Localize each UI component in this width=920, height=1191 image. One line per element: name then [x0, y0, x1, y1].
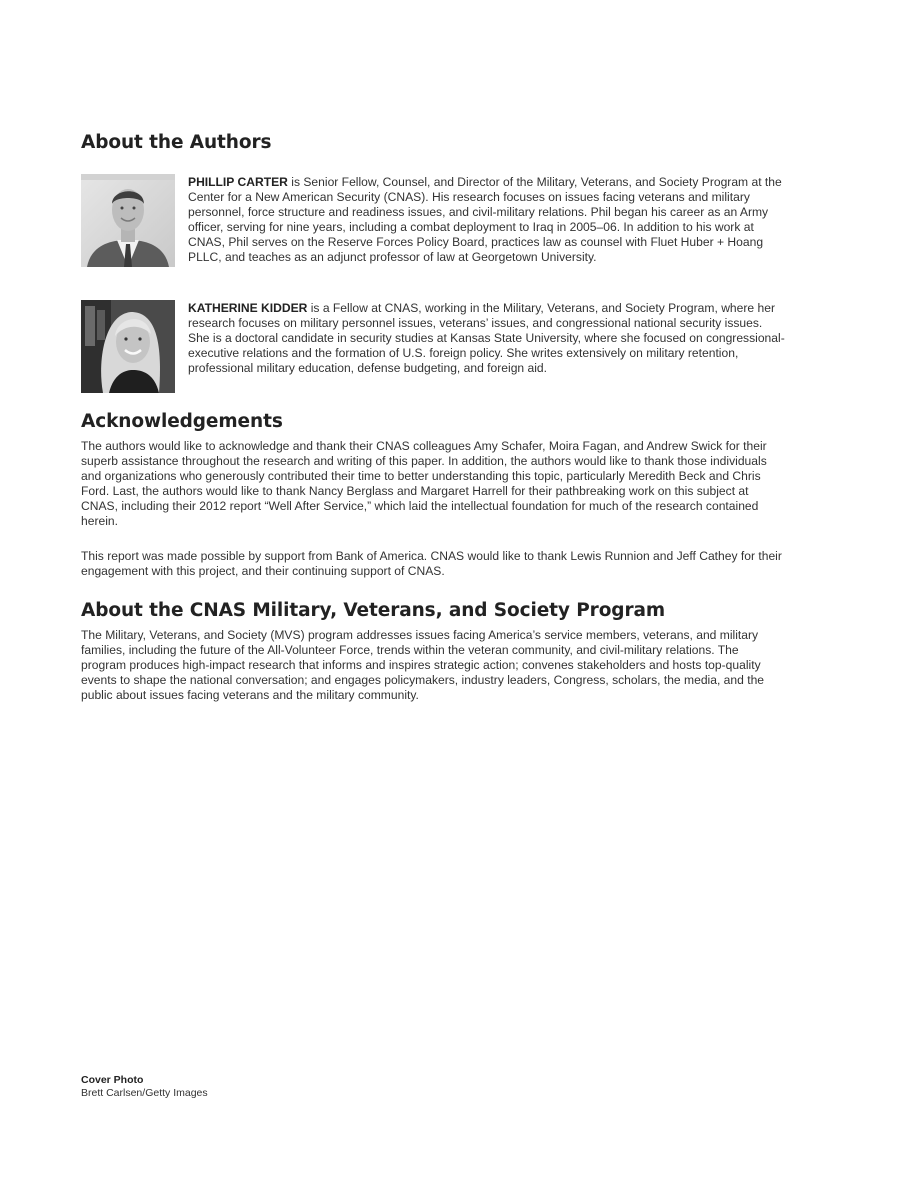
cover-photo-credit [81, 1074, 208, 1100]
mvs-program-heading: About the CNAS Military, Veterans, and Society Program [81, 600, 666, 621]
author-bio-carter [188, 175, 786, 265]
cover-photo-source: Brett Carlsen/Getty Images [81, 1087, 208, 1099]
about-authors-heading: About the Authors [81, 132, 272, 153]
author-bio-text-carter: is Senior Fellow, Counsel, and Director of the Military, Veterans, and Society Program at the Center for a New American Security (CNAS). His research focuses on issues facing veterans and military personnel, force structure and readiness issues, and civil-military relations. Phil began his career as an Army officer, serving for nine years, including a combat deployment to Iraq in 2005–06. In addition to his work at CNAS, Phil serves on the Reserve Forces Policy Board, practices law as counsel with Fluet Huber + Hoang PLLC, and teaches as an adjunct professor of law at Georgetown University. [188, 175, 782, 264]
acknowledgements-heading: Acknowledgements [81, 411, 283, 432]
acknowledgements-paragraph-1: The authors would like to acknowledge and thank their CNAS colleagues Amy Schafer, Moira Fagan, and Andrew Swick for their superb assistance throughout the research and writing of this paper. In addition, the authors would like to thank those individuals and organizations who generously contributed their time to better understanding this topic, particularly Meredith Beck and Chris Ford. Last, the authors would like to thank Nancy Berglass and Margaret Harrell for their pathbreaking work on this subject at CNAS, including their 2012 report “Well After Service,” which laid the intellectual foundation for much of the research contained herein. [81, 439, 767, 528]
mvs-program-paragraph: The Military, Veterans, and Society (MVS) program addresses issues facing America’s service members, veterans, and military families, including the future of the All-Volunteer Force, trends within the veteran community, and civil-military relations. The program produces high-impact research that informs and inspires strategic action; convenes stakeholders and hosts top-quality events to shape the national conversation; and engages policymakers, industry leaders, Congress, scholars, the media, and the public about issues facing veterans and the military community. [81, 628, 765, 702]
author-bio-kidder [188, 301, 786, 376]
author-name-carter: PHILLIP CARTER [188, 175, 288, 189]
author-photo-carter [81, 174, 175, 267]
author-bio-text-kidder: is a Fellow at CNAS, working in the Military, Veterans, and Society Program, where her research focuses on military personnel issues, veterans’ issues, and congressional national security issues. She is a doctoral candidate in security studies at Kansas State University, where she focused on congressional-executive relations and the formation of U.S. foreign policy. She writes extensively on military retention, professional military education, defense budgeting, and foreign aid. [188, 301, 785, 375]
author-photo-kidder [81, 300, 175, 393]
acknowledgements-paragraph-2: This report was made possible by support from Bank of America. CNAS would like to thank Lewis Runnion and Jeff Cathey for their engagement with this project, and their continuing support of CNAS. [81, 549, 782, 578]
cover-photo-label: Cover Photo [81, 1074, 144, 1086]
author-name-kidder: KATHERINE KIDDER [188, 301, 308, 315]
